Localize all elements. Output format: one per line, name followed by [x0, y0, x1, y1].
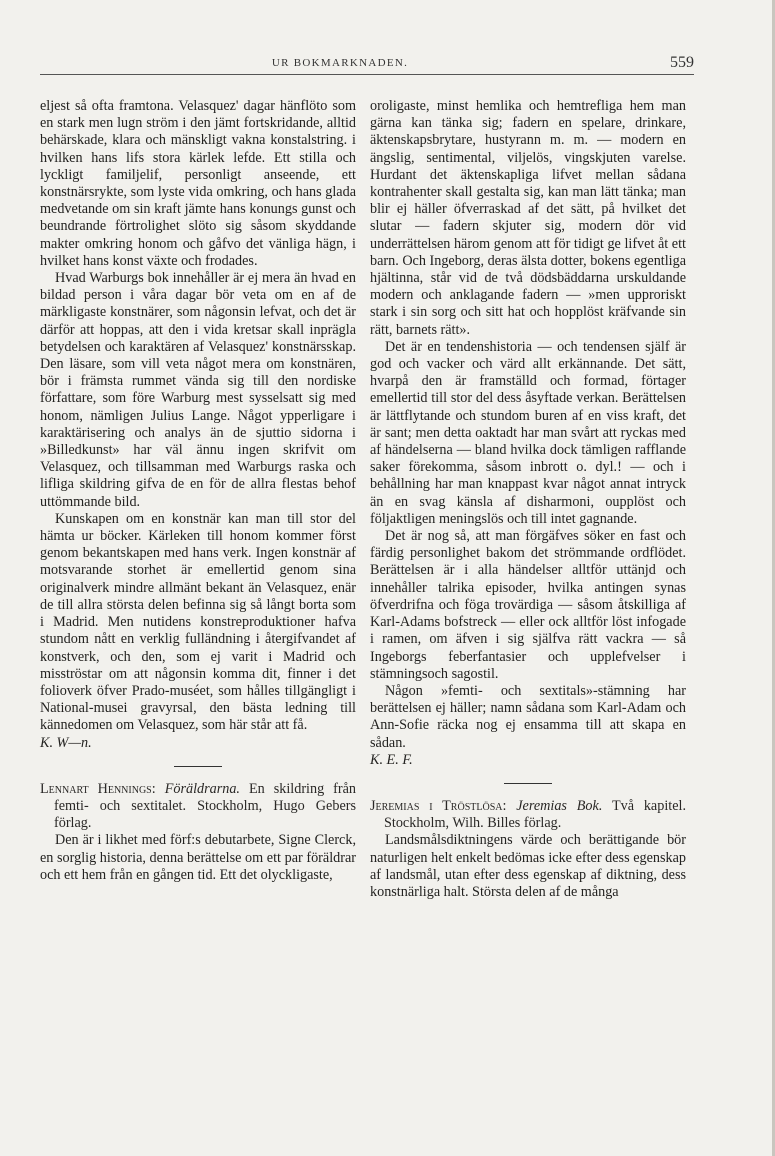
header-rule — [40, 74, 694, 75]
left-column — [40, 98, 356, 884]
review-details: Två kapitel. Stockholm, Wilh. Billes förlag. — [384, 797, 686, 832]
right-paragraph-5: Landsmålsdiktningens värde och berättigande bör naturligen helt enkelt bedömas icke efter dess egenskap af landsmål, utan efter dess egenskap af diktning, dess konstnärliga halt. Största delen af de många — [370, 832, 686, 900]
review-author: Jeremias i Tröstlösa: — [370, 797, 507, 814]
left-signature: K. W—n. — [40, 734, 92, 751]
page-number: 559 — [670, 54, 694, 71]
right-paragraph-3: Det är nog så, att man förgäfves söker en fast och färdig personlighet bakom det strömmande ordflödet. Berättelsen är i alla händelser alltför uttänjd och innehåller talrika episoder, hvilka antingen synas öfverdrifna och föga trovärdiga — såsom åtskilliga af Karl-Adams bofstreck — eller ock alltför löst infogade i ramen, om äfven i sig själfva rätt vackra — så Ingeborgs feberfantasier och upplefvelser i stämningsoch sagostil. — [370, 528, 686, 682]
section-separator — [174, 766, 222, 767]
right-paragraph-4: Någon »femti- och sextitals»-stämning har berättelsen ej häller; namn sådana som Karl-Adam och Ann-Sofie räcka nog ej ensamma till att skapa en sådan. — [370, 682, 686, 751]
left-paragraph-3: Kunskapen om en konstnär kan man till stor del hämta ur böcker. Kärleken till honom kommer först genom bekantskapen med hans verk. Ingen konstnär af motsvarande storhet är emellertid genom sina originalverk mindre allmänt bekant än Velasquez, enär de till allra största delen befinna sig så långt borta som i Madrid. Men nutidens konstreproduktioner hafva stundom nått en verklig fulländning i återgifvandet af konstverk, och den, som ej varit i Madrid och misströstar om att någonsin komma dit, finner i det folioverk öfver Prado-muséet, som hålles tillgängligt i National-musei gravyrsal, den bästa ledning till kännedomen om Velasquez, som här står att få. — [40, 510, 356, 734]
right-paragraph-1: oroligaste, minst hemlika och hemtrefliga hem man gärna kan tänka sig; fadern en spelare, drinkare, äktenskapsbrytare, hustyrann m. m. — modern en ängslig, sentimental, viljelös, vingskjuten varelse. Hurdant det äktenskapliga lifvet mellan sådana kontrahenter skall gestalta sig, kan man lätt tänka; man blir ej häller öfverraskad af det sätt, på hvilket det slutar — fadern skjuter sig, modern dör vid underrättelsen härom genom att för tidigt ge lifvet åt ett barn. Och Ingeborg, deras älsta dotter, bokens egentliga hjältinna, står vid de två dödsbäddarna urskuldande modern och anklagande fadern — »men upproriskt stark i sin sorg och sitt hat och hopplöst kräfvande sin rätt, barnets rätt». — [370, 98, 686, 338]
right-signature: K. E. F. — [370, 751, 413, 768]
review-details: En skildring från femti- och sextitalet. Stockholm, Hugo Gebers förlag. — [54, 780, 357, 832]
review-heading-jeremias — [370, 798, 686, 832]
left-paragraph-1: eljest så ofta framtona. Velasquez' dagar hänflöto som en stark men lugn ström i den jämt fortskridande, alltid behärskade, klara och mänskligt vakna konstalstring. i hvilken hans lifs stora kärlek lefde. Ett stilla och lyckligt familjelif, personligt anseende, ett konstnärsrykte, som lyste vida omkring, och hans glada medvetande om sin kraft jämte hans konungs gunst och beundrande förtrolighet slöto sig såsom skyddande makter omkring honom och gåfvo det vänliga hägn, i hvilket hans konst växte och frodades. — [40, 98, 356, 269]
left-paragraph-4: Den är i likhet med förf:s debutarbete, Signe Clerck, en sorglig historia, denna berättelse om ett par föräldrar och ett hem från en gången tid. Ett det olyckligaste, — [40, 832, 356, 883]
section-separator — [504, 783, 552, 784]
left-paragraph-2: Hvad Warburgs bok innehåller är ej mera än hvad en bildad person i våra dagar bör veta om en af de märkligaste konstnärer, som någonsin lefvat, och det är därför att hoppas, att den i vida kretsar skall inprägla betydelsen och karaktären af Velasquez' konstnärsskap. Den läsare, som vill veta något mera om konstnären, bör i främsta rummet vända sig till den nordiske författare, som före Warburg mest sysselsatt sig med honom, nämligen Julius Lange. Något ypperligare i karaktärisering och analys än de sjuttio sidorna i »Billedkunst» har väl ännu ingen skrifvit om Velasquez, och tillsamman med Warburgs raska och lifliga skildring gifva de en för de allra flestas behof uttömmande bild. — [40, 270, 356, 510]
review-title: Föräldrarna. — [164, 780, 240, 797]
right-column — [370, 98, 686, 901]
running-head: UR BOKMARKNADEN. — [271, 57, 409, 69]
review-title: Jeremias Bok. — [516, 797, 603, 814]
review-heading-hennings — [40, 781, 356, 833]
review-author: Lennart Hennings: — [40, 780, 156, 797]
right-paragraph-2: Det är en tendenshistoria — och tendensen själf är god och vacker och värd allt erkännande. Det sätt, hvarpå den är framställd och formad, förtager emellertid till stor del dess åsyftade verkan. Berättelsen är lättflytande och stundom buren af en viss kraft, det är sant; men detta oaktadt har man svårt att ryckas med af händelserna — bland hvilka dock tämligen rafflande saker förekomma, såsom inbrott o. dyl.! — och i behållning har man knappast kvar något annat intryck än en svag känsla af disharmoni, oupplöst och följaktligen meningslös och till intet gagnande. — [370, 338, 686, 527]
